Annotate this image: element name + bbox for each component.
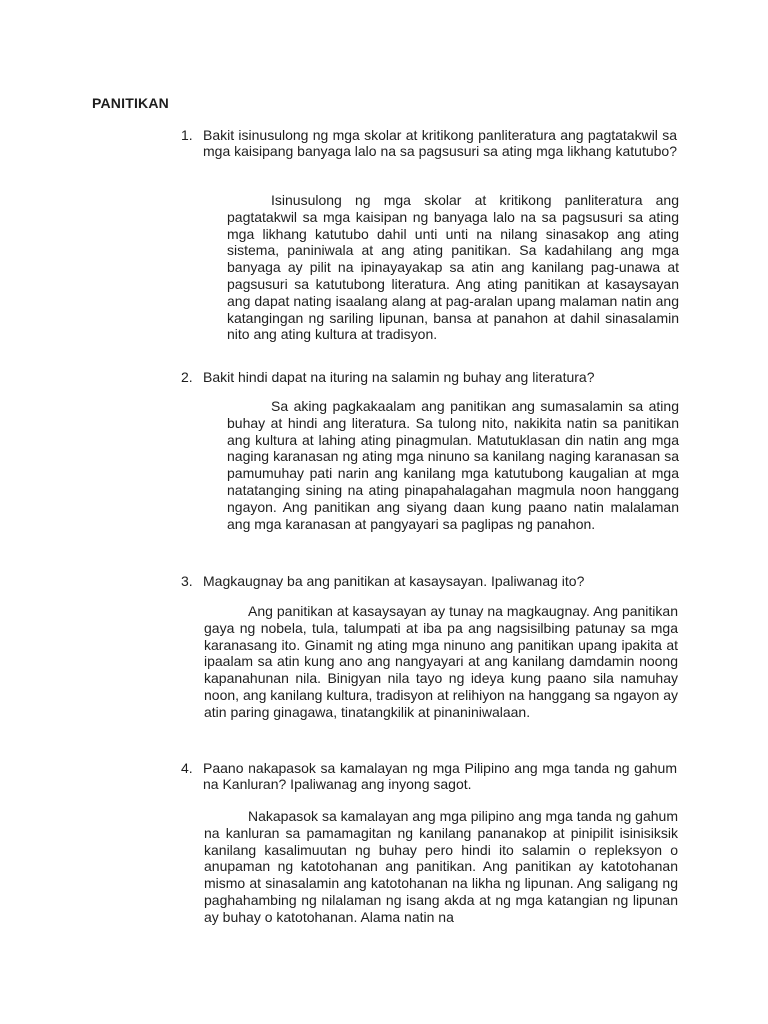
question-text: Magkaugnay ba ang panitikan at kasaysayan. Ipaliwanag ito? [203,573,585,589]
question-4 [181,760,677,793]
question-1 [181,127,677,160]
question-number: 3. [181,573,193,589]
question-text: Bakit hindi dapat na ituring na salamin ng buhay ang literatura? [203,369,595,385]
question-number: 4. [181,760,193,776]
question-number: 2. [181,369,193,385]
answer-4: Nakapasok sa kamalayan ang mga pilipino ang mga tanda ng gahum na kanluran sa pamamagitan ng kanilang pananakop at pinipilit isinisiksik kanilang kasalimuutan ng buhay pero hindi ito salamin o repleksyon o anupaman ng katotohanan ang panitikan. Ang panitikan ay katotohanan mismo at sinasalamin ang katotohanan na likha ng lipunan. Ang saligang ng paghahambing ng nilalaman ng isang akda at ng mga katangian ng lipunan ay buhay o katotohanan. Alama natin na [204,808,678,925]
question-text: Bakit isinusulong ng mga skolar at kritikong panliteratura ang pagtatakwil sa mga kaisipang banyaga lalo na sa pagsusuri sa ating mga likhang katutubo? [203,127,677,160]
answer-2: Sa aking pagkakaalam ang panitikan ang sumasalamin sa ating buhay at hindi ang literatura. Sa tulong nito, nakikita natin sa panitikan ang kultura at lahing ating pinagmulan. Matutuklasan din natin ang mga naging karanasan ng ating mga ninuno sa kanilang naging karanasan sa pamumuhay pati narin ang kanilang mga katutubong kaugalian at mga natatanging sining na ating pinapahalagahan magmula noon hanggang ngayon. Ang panitikan ang siyang daan kung paano natin malalaman ang mga karanasan at pangyayari sa paglipas ng panahon. [227,398,679,532]
question-text: Paano nakapasok sa kamalayan ng mga Pilipino ang mga tanda ng gahum na Kanluran? Ipaliwanag ang inyong sagot. [203,760,677,793]
document-title: PANITIKAN [92,95,169,111]
answer-3: Ang panitikan at kasaysayan ay tunay na magkaugnay. Ang panitikan gaya ng nobela, tula, talumpati at iba pa ang nagsisilbing patunay sa mga karanasang ito. Ginamit ng ating mga ninuno ang panitikan upang ipakita at ipaalam sa atin kung ano ang nangyayari at ang kanilang damdamin noong kapanahunan nila. Binigyan nila tayo ng ideya kung paano sila namuhay noon, ang kanilang kultura, tradisyon at relihiyon na hanggang sa ngayon ay atin paring ginagawa, tinatangkilik at pinaniniwalaan. [204,603,678,720]
question-2 [181,369,677,385]
question-number: 1. [181,127,193,143]
question-3 [181,573,677,589]
answer-1: Isinusulong ng mga skolar at kritikong panliteratura ang pagtatakwil sa mga kaisipan ng banyaga lalo na sa pagsusuri sa ating mga likhang katutubo dahil unti unti na nilang sinasakop ang ating sistema, paniniwala at ang ating panitikan. Sa kadahilang ang mga banyaga ay pilit na ipinayayakap sa atin ang kanilang pag-unawa at pagsusuri sa katutubong literatura. Ang ating panitikan at kasaysayan ang dapat nating isaalang alang at pag-aralan upang malaman natin ang katangingan ng sariling lipunan, bansa at panahon at dahil sinasalamin nito ang ating kultura at tradisyon. [227,192,679,343]
